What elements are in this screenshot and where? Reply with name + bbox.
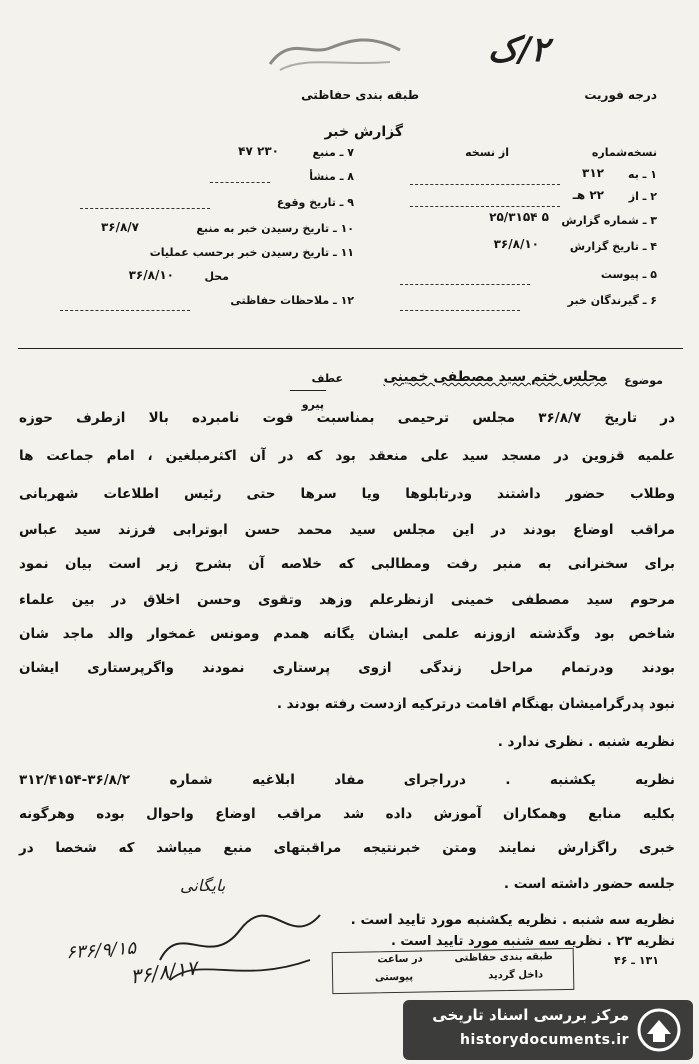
field-copy-number-of: از نسخه <box>465 146 509 159</box>
watermark-site: historydocuments.ir <box>460 1032 629 1048</box>
field-from-value: ۲۲ هـ <box>572 188 604 202</box>
handwritten-date-2: ۶۳۶/۹/۱۵ <box>65 937 137 964</box>
priority-label: درجه فوریت <box>584 88 657 102</box>
body-line: نظریه ۲۳ . نظریه سه شنبه مورد تایید است . <box>390 934 675 949</box>
body-line: خبری راگزارش نمایند ومتن خبرنتیجه مراقبتهای منبع میباشد که شخصا در <box>19 840 675 856</box>
body-line: وطلاب حضور داشتند ودرتابلوها ویا سرها حتی رئیس اطلاعات شهربانی <box>19 486 675 502</box>
fill-line <box>410 206 560 207</box>
field-security-notes-label: ۱۲ ـ ملاحظات حفاظتی <box>230 294 354 307</box>
field-from-label: ۲ ـ از <box>628 190 657 203</box>
fill-line <box>410 184 560 185</box>
subject-ref-bottom: پیرو <box>301 398 324 411</box>
body-line: نظریه یکشنبه . درراجرای مفاد ابلاغیه شماره ۳۶/۸/۲-۳۱۲/۴۱۵۴ <box>19 772 675 788</box>
body-line: برای سخنرانی به منبر رفت ومطالبی که خلاصه آن بشرح زیر است بیان نمود <box>19 556 675 572</box>
field-report-date-label: ۴ ـ تاریخ گزارش <box>569 240 657 253</box>
stamp-attachment: پیوستی <box>374 971 414 984</box>
field-occurrence-date-label: ۹ ـ تاریخ وقوع <box>276 196 354 209</box>
handwritten-archive: بایگانی <box>180 876 226 895</box>
divider <box>18 348 683 349</box>
field-copy-number: نسخه‌شماره <box>591 146 657 159</box>
body-line: نبود پدرگرامیشان بهنگام اقامت درترکیه ازدست رفته بودند . <box>276 696 675 712</box>
body-line: شاخص بود وگذشته ازوزنه علمی ایشان یگانه همدم ومونس غمخوار والد ماجد شان <box>19 626 675 642</box>
body-line: جلسه حضور داشته است . <box>503 876 675 892</box>
body-line: علمیه قزوین در مسجد سید علی منعقد بود که در آن اکثرمبلغین ، امام جماعت ها <box>19 448 675 464</box>
fill-line <box>400 284 530 285</box>
watermark-banner <box>403 1000 693 1060</box>
subject-text: مجلس ختم سید مصطفی خمینی <box>383 369 607 385</box>
footer-code: ۱۳۱ ـ ۴۶ <box>613 954 659 967</box>
field-recipients-label: ۶ ـ گیرندگان خبر <box>567 294 657 307</box>
report-title: گزارش خبر <box>324 124 403 140</box>
body-line: بکلیه منابع وهمکاران آموزش داده شد مراقب اوضاع واحوال بوده وهرگونه <box>19 806 675 822</box>
handwritten-signature <box>150 900 330 990</box>
body-line: نظریه سه شنبه . نظریه یکشنبه مورد تایید است . <box>350 912 675 928</box>
field-report-number-value: ۵ ۲۵/۳۱۵۴ <box>489 210 549 224</box>
subject-ref-top: عطف <box>311 372 343 385</box>
field-received-ops-label: ۱۱ ـ تاریخ رسیدن خبر برحسب عملیات <box>149 246 354 259</box>
fill-line <box>210 182 270 183</box>
field-place-label: محل <box>204 270 229 283</box>
fill-line <box>60 310 190 311</box>
field-report-date-value: ۳۶/۸/۱۰ <box>493 237 539 251</box>
handwritten-date: ۳۶/۸/۱۷ <box>128 955 199 989</box>
divider <box>290 390 326 391</box>
stamp-classification: طبقه بندی حفاظتی <box>454 951 553 964</box>
body-line: مراقب اوضاع بودند در این مجلس سید محمد حسن ابوترابی فرزند سید عباس <box>19 522 675 538</box>
body-line: در تاریخ ۳۶/۸/۷ مجلس ترحیمی بمناسبت فوت نامبرده بالا ازطرف حوزه <box>19 410 675 426</box>
receipt-stamp <box>332 948 575 994</box>
stamp-entered: داخل گردید <box>488 969 544 982</box>
subject-label: موضوع <box>624 374 663 387</box>
field-received-source-value: ۳۶/۸/۷ <box>100 220 139 234</box>
body-line: بودند ودرتمام مراحل زندگی ازوی پرستاری نمودند واگرپرستاری ایشان <box>19 660 675 676</box>
field-place-value: ۳۶/۸/۱۰ <box>128 268 174 282</box>
archive-logo-icon <box>637 1008 681 1052</box>
field-report-number-label: ۳ ـ شماره گزارش <box>561 214 657 227</box>
stamp-time: در ساعت <box>377 953 423 966</box>
classification-stamp <box>250 26 420 86</box>
body-line: نظریه شنبه . نظری ندارد . <box>497 734 675 750</box>
field-received-source-label: ۱۰ ـ تاریخ رسیدن خبر به منبع <box>196 222 354 235</box>
watermark-org-name: مرکز بررسی اسناد تاریخی <box>432 1006 629 1024</box>
field-origin-label: ۸ ـ منشأ <box>309 170 354 183</box>
field-attachment-label: ۵ ـ پیوست <box>600 268 657 281</box>
field-source-label: ۷ ـ منبع <box>312 146 354 159</box>
field-to-label: ۱ ـ به <box>628 168 657 181</box>
fill-line <box>400 310 520 311</box>
priority-handwritten: ۲/ک <box>487 30 549 70</box>
classification-label: طبقه بندی حفاظتی <box>301 88 419 102</box>
fill-line <box>80 208 210 209</box>
body-line: مرحوم سید مصطفی خمینی ازنظرعلم وزهد وتقوی وحسن اخلاق در بین علماء <box>19 592 675 608</box>
field-to-value: ۳۱۲ <box>582 166 604 180</box>
field-source-value: ۲۳۰ ۴۷ <box>238 144 279 158</box>
